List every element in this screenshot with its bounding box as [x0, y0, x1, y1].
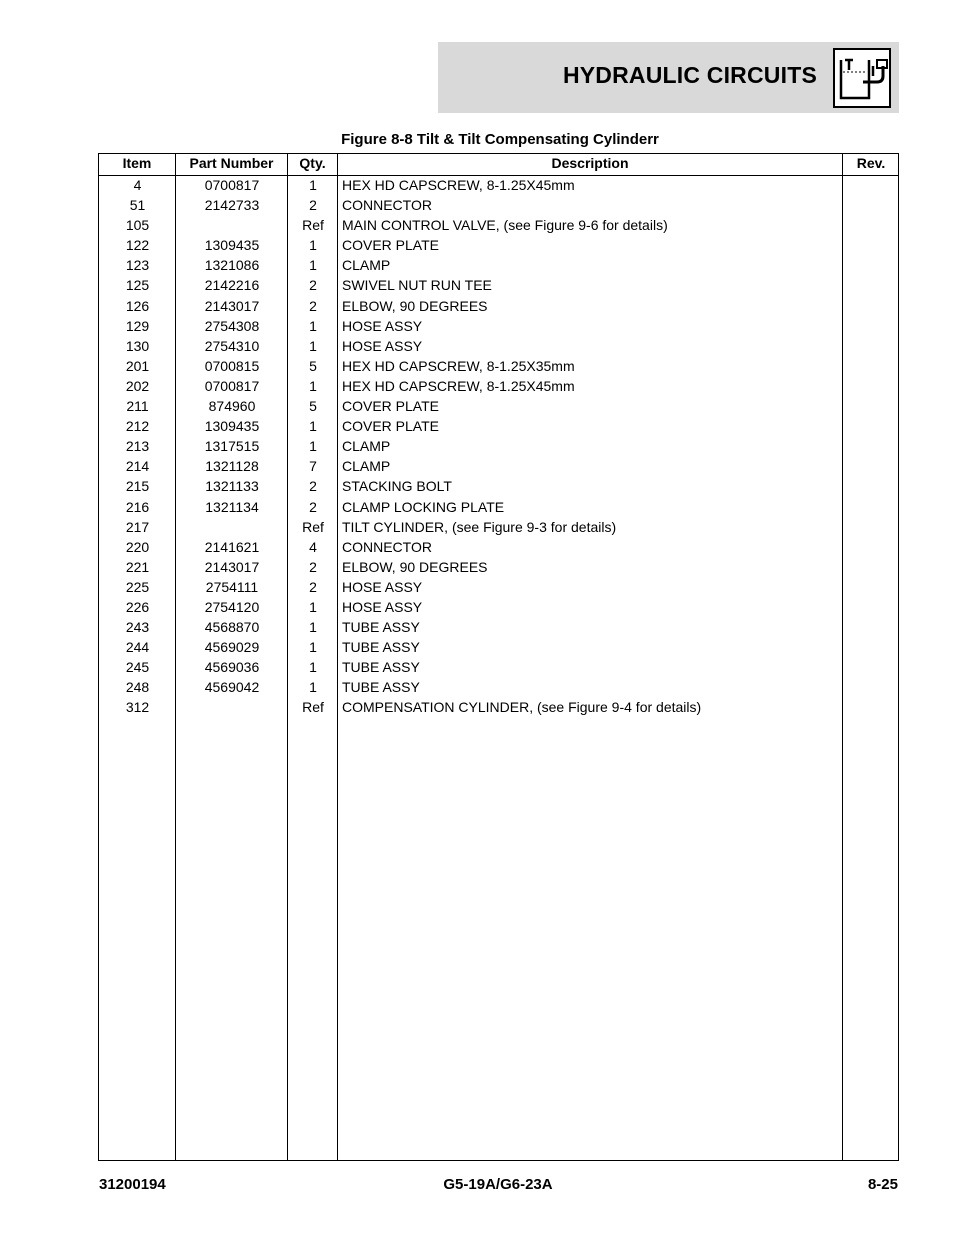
item-cell: 248	[125, 679, 150, 696]
table-row	[99, 638, 898, 658]
item-cell: 220	[125, 538, 150, 555]
item-cell: 201	[125, 357, 150, 374]
part-number-cell: 1321133	[205, 478, 259, 495]
qty-cell: Ref	[302, 217, 324, 234]
description-cell: COVER PLATE	[342, 398, 439, 415]
table-row	[99, 317, 898, 337]
table-row	[99, 256, 898, 276]
description-cell: TILT CYLINDER, (see Figure 9-3 for details)	[342, 518, 617, 535]
part-number-cell: 2142733	[204, 197, 260, 214]
table-row	[99, 498, 898, 518]
description-cell: CLAMP	[342, 438, 391, 455]
table-row	[99, 658, 898, 678]
part-number-cell: 2143017	[204, 558, 260, 575]
table-row	[99, 538, 898, 558]
part-number-cell: 0700817	[204, 177, 260, 193]
table-row	[99, 437, 898, 457]
qty-cell: 1	[309, 418, 317, 435]
qty-cell: 1	[309, 438, 317, 455]
part-number-cell: 874960	[208, 398, 256, 415]
item-cell: 312	[125, 699, 150, 716]
qty-cell: 2	[309, 498, 317, 515]
table-row	[99, 196, 898, 216]
qty-cell: 2	[309, 558, 317, 575]
description-cell: STACKING BOLT	[342, 478, 452, 495]
item-cell: 125	[125, 277, 150, 294]
item-cell: 129	[125, 317, 150, 334]
description-cell: TUBE ASSY	[342, 659, 420, 676]
table-row	[99, 216, 898, 236]
section-title: HYDRAULIC CIRCUITS	[562, 62, 817, 88]
table-row	[99, 477, 898, 497]
qty-cell: 1	[309, 598, 317, 615]
item-cell: 215	[125, 478, 150, 495]
qty-cell: Ref	[302, 518, 324, 535]
part-number-cell: 2141621	[204, 538, 260, 555]
part-number-cell: 2142216	[204, 277, 260, 294]
column-header-part-number: Part Number	[189, 155, 274, 171]
item-cell: 126	[125, 297, 150, 314]
description-cell: ELBOW, 90 DEGREES	[342, 558, 488, 575]
part-number-cell: 1309435	[204, 237, 260, 254]
item-cell: 130	[125, 337, 150, 354]
table-row	[99, 337, 898, 357]
part-number-cell: 1321086	[204, 257, 260, 274]
part-number-cell: 4569036	[204, 659, 260, 676]
table-row	[99, 297, 898, 317]
item-cell: 244	[125, 639, 150, 656]
item-cell: 4	[133, 177, 142, 193]
column-header-description: Description	[551, 155, 629, 171]
part-number-cell: 1309435	[204, 418, 260, 435]
part-number-cell: 2754111	[205, 578, 259, 595]
item-cell: 123	[125, 257, 150, 274]
table-row	[99, 417, 898, 437]
qty-cell: 5	[309, 398, 317, 415]
item-cell: 214	[125, 458, 150, 475]
qty-cell: 4	[309, 538, 317, 555]
part-number-cell: 4569042	[204, 679, 260, 696]
qty-cell: 2	[309, 578, 317, 595]
description-cell: CONNECTOR	[342, 197, 432, 214]
item-cell: 221	[125, 558, 150, 575]
qty-cell: 1	[309, 337, 317, 354]
qty-cell: 2	[309, 277, 317, 294]
qty-cell: 1	[309, 679, 317, 696]
item-cell: 216	[125, 498, 150, 515]
column-header-item: Item	[122, 155, 152, 171]
qty-cell: 1	[309, 619, 317, 636]
description-cell: HOSE ASSY	[342, 317, 423, 334]
description-cell: HEX HD CAPSCREW, 8-1.25X45mm	[342, 177, 575, 193]
part-number-cell: 2143017	[204, 297, 260, 314]
item-cell: 105	[125, 217, 150, 234]
hydraulic-reservoir-icon	[833, 48, 891, 108]
section-header	[438, 42, 899, 113]
column-header-qty: Qty.	[299, 155, 326, 171]
description-cell: COVER PLATE	[342, 237, 439, 254]
table-row	[99, 618, 898, 638]
qty-cell: Ref	[302, 699, 324, 716]
part-number-cell: 1321134	[205, 498, 259, 515]
table-row	[99, 397, 898, 417]
description-cell: CLAMP LOCKING PLATE	[342, 498, 505, 515]
table-row	[99, 377, 898, 397]
table-row	[99, 276, 898, 296]
table-body	[99, 176, 898, 719]
table-row	[99, 236, 898, 256]
qty-cell: 1	[309, 237, 317, 254]
description-cell: TUBE ASSY	[342, 679, 420, 696]
part-number-cell: 0700817	[204, 377, 260, 394]
parts-table	[98, 153, 899, 1161]
description-cell: HEX HD CAPSCREW, 8-1.25X45mm	[342, 377, 575, 394]
description-cell: HOSE ASSY	[342, 337, 423, 354]
qty-cell: 1	[309, 659, 317, 676]
part-number-cell: 1321128	[205, 458, 259, 475]
table-row	[99, 698, 898, 718]
item-cell: 51	[129, 197, 146, 214]
description-cell: TUBE ASSY	[342, 619, 420, 636]
qty-cell: 1	[309, 639, 317, 656]
item-cell: 243	[125, 619, 150, 636]
model-number: G5-19A/G6-23A	[443, 1176, 553, 1193]
description-cell: COMPENSATION CYLINDER, (see Figure 9-4 for details)	[342, 699, 702, 716]
description-cell: CLAMP	[342, 458, 391, 475]
description-cell: SWIVEL NUT RUN TEE	[342, 277, 492, 294]
qty-cell: 2	[309, 197, 317, 214]
table-row	[99, 578, 898, 598]
description-cell: MAIN CONTROL VALVE, (see Figure 9-6 for details)	[342, 217, 668, 234]
description-cell: ELBOW, 90 DEGREES	[342, 297, 488, 314]
table-row	[99, 357, 898, 377]
item-cell: 122	[125, 237, 150, 254]
description-cell: HEX HD CAPSCREW, 8-1.25X35mm	[342, 357, 575, 374]
table-row	[99, 598, 898, 618]
description-cell: CONNECTOR	[342, 538, 432, 555]
table-row	[99, 518, 898, 538]
qty-cell: 1	[309, 317, 317, 334]
qty-cell: 2	[309, 297, 317, 314]
item-cell: 213	[125, 438, 150, 455]
qty-cell: 5	[309, 357, 317, 374]
part-number-cell: 4569029	[204, 639, 260, 656]
part-number-cell: 2754308	[204, 317, 260, 334]
table-row	[99, 558, 898, 578]
qty-cell: 2	[309, 478, 317, 495]
part-number-cell: 0700815	[204, 357, 260, 374]
qty-cell: 1	[309, 377, 317, 394]
item-cell: 217	[125, 518, 150, 535]
part-number-cell: 2754310	[204, 337, 260, 354]
description-cell: TUBE ASSY	[342, 639, 420, 656]
document-number: 31200194	[99, 1176, 166, 1193]
figure-title: Figure 8-8 Tilt & Tilt Compensating Cylinderr	[341, 131, 659, 148]
item-cell: 226	[125, 598, 150, 615]
description-cell: HOSE ASSY	[342, 598, 423, 615]
item-cell: 245	[125, 659, 150, 676]
part-number-cell: 1317515	[204, 438, 260, 455]
qty-cell: 1	[309, 177, 317, 193]
qty-cell: 7	[309, 458, 317, 475]
page-number: 8-25	[867, 1176, 898, 1193]
description-cell: HOSE ASSY	[342, 578, 423, 595]
qty-cell: 1	[309, 257, 317, 274]
table-row	[99, 457, 898, 477]
column-header-rev: Rev.	[856, 155, 886, 171]
part-number-cell: 2754120	[204, 598, 260, 615]
description-cell: CLAMP	[342, 257, 391, 274]
table-row	[99, 678, 898, 698]
table-row	[99, 176, 898, 196]
item-cell: 212	[125, 418, 150, 435]
item-cell: 211	[126, 398, 149, 415]
item-cell: 202	[125, 377, 150, 394]
part-number-cell: 4568870	[204, 619, 260, 636]
item-cell: 225	[125, 578, 150, 595]
description-cell: COVER PLATE	[342, 418, 439, 435]
